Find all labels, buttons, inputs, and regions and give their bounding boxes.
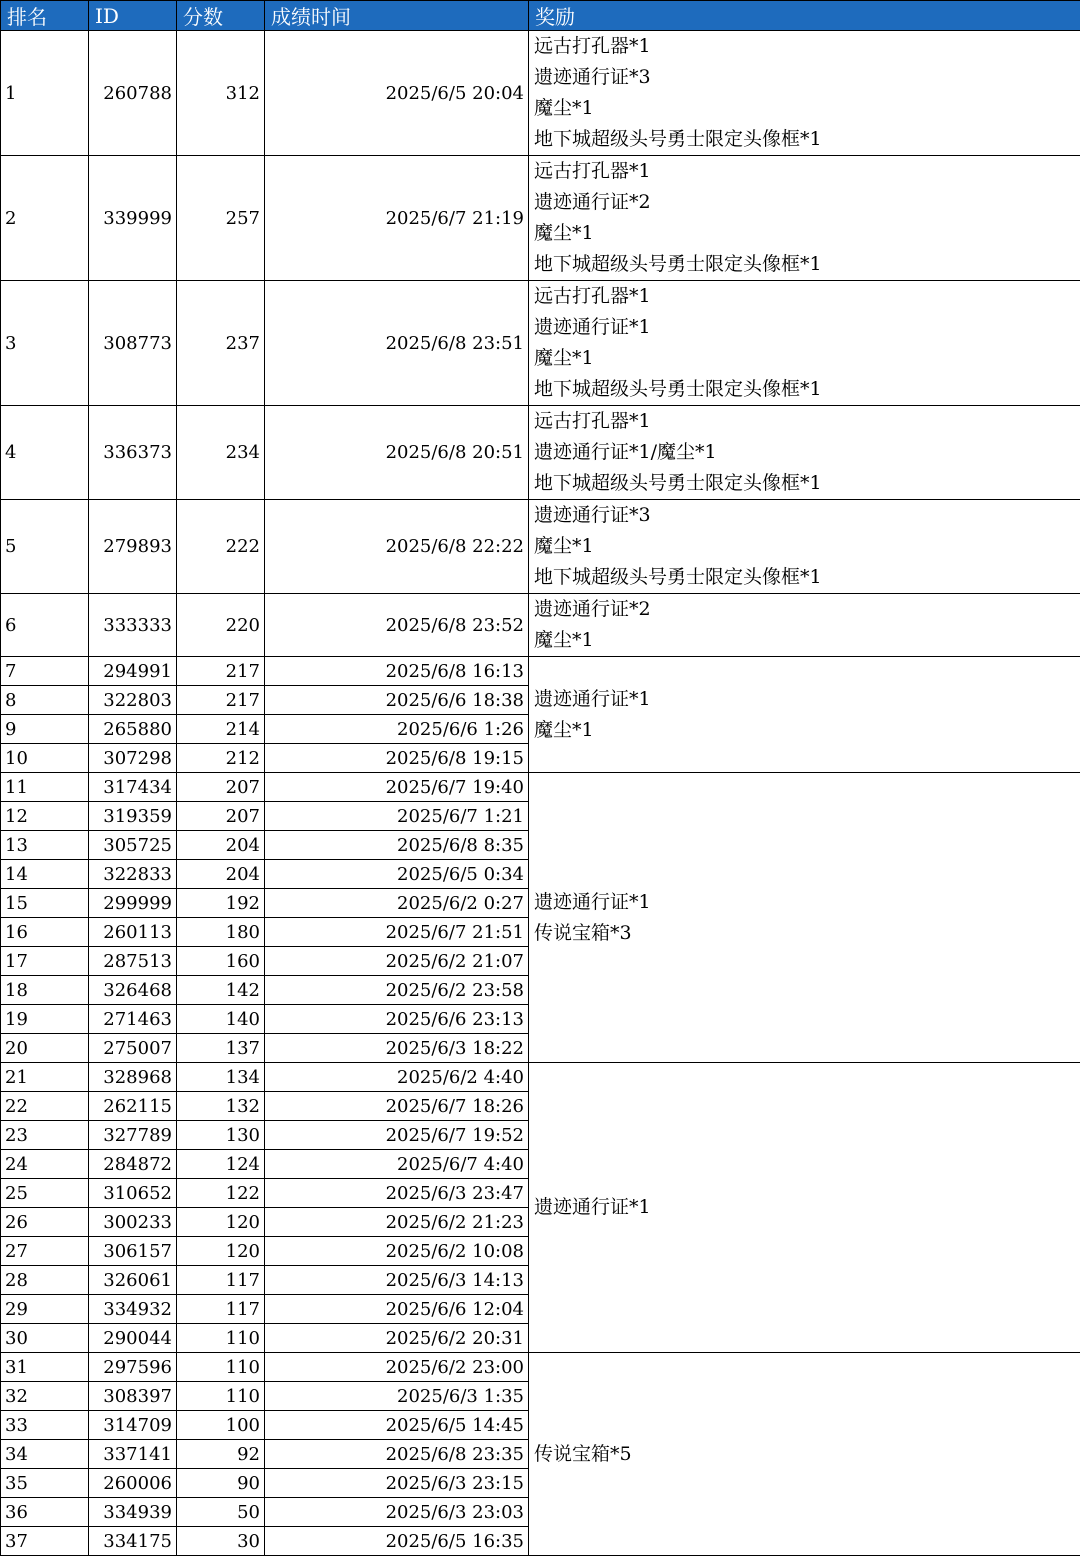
reward-cell — [529, 657, 1080, 773]
score-cell: 50 — [177, 1498, 265, 1527]
time-cell: 2025/6/2 4:40 — [265, 1063, 529, 1092]
rank-cell: 9 — [1, 715, 89, 744]
id-cell: 275007 — [89, 1034, 177, 1063]
table-body — [1, 31, 1080, 1556]
score-cell: 137 — [177, 1034, 265, 1063]
rank-cell: 37 — [1, 1527, 89, 1556]
rank-cell: 18 — [1, 976, 89, 1005]
rank-cell: 1 — [1, 31, 89, 156]
rank-cell: 14 — [1, 860, 89, 889]
rank-cell: 24 — [1, 1150, 89, 1179]
score-cell: 90 — [177, 1469, 265, 1498]
id-cell: 319359 — [89, 802, 177, 831]
id-cell: 322803 — [89, 686, 177, 715]
rank-cell: 32 — [1, 1382, 89, 1411]
score-cell: 222 — [177, 500, 265, 594]
time-cell: 2025/6/8 8:35 — [265, 831, 529, 860]
table-row — [1, 1063, 1080, 1092]
id-cell: 334939 — [89, 1498, 177, 1527]
rank-cell: 22 — [1, 1092, 89, 1121]
time-cell: 2025/6/6 1:26 — [265, 715, 529, 744]
reward-line: 遗迹通行证*2 — [534, 191, 651, 213]
score-cell: 110 — [177, 1353, 265, 1382]
reward-cell — [529, 1063, 1080, 1353]
reward-cell — [529, 594, 1080, 657]
score-cell: 217 — [177, 657, 265, 686]
score-cell: 100 — [177, 1411, 265, 1440]
reward-line: 地下城超级头号勇士限定头像框*1 — [534, 378, 822, 400]
rank-cell: 21 — [1, 1063, 89, 1092]
id-cell: 290044 — [89, 1324, 177, 1353]
reward-line: 遗迹通行证*1 — [534, 890, 651, 913]
id-cell: 294991 — [89, 657, 177, 686]
rank-cell: 29 — [1, 1295, 89, 1324]
id-cell: 334175 — [89, 1527, 177, 1556]
reward-line: 远古打孔器*1 — [534, 35, 651, 57]
id-cell: 310652 — [89, 1179, 177, 1208]
id-cell: 327789 — [89, 1121, 177, 1150]
id-cell: 260113 — [89, 918, 177, 947]
header-rank: 排名 — [1, 1, 89, 31]
score-cell: 122 — [177, 1179, 265, 1208]
reward-line: 遗迹通行证*3 — [534, 504, 651, 526]
rank-cell: 2 — [1, 156, 89, 281]
id-cell: 326061 — [89, 1266, 177, 1295]
id-cell: 287513 — [89, 947, 177, 976]
score-cell: 217 — [177, 686, 265, 715]
reward-line: 地下城超级头号勇士限定头像框*1 — [534, 566, 822, 588]
score-cell: 160 — [177, 947, 265, 976]
table-row — [1, 31, 1080, 156]
rank-cell: 13 — [1, 831, 89, 860]
id-cell: 260788 — [89, 31, 177, 156]
rank-cell: 10 — [1, 744, 89, 773]
time-cell: 2025/6/6 23:13 — [265, 1005, 529, 1034]
reward-line: 遗迹通行证*1 — [534, 1196, 651, 1218]
rank-cell: 17 — [1, 947, 89, 976]
id-cell: 299999 — [89, 889, 177, 918]
score-cell: 110 — [177, 1324, 265, 1353]
reward-line: 魔尘*1 — [534, 629, 594, 651]
time-cell: 2025/6/2 21:07 — [265, 947, 529, 976]
reward-line: 传说宝箱*3 — [534, 921, 632, 944]
reward-cell — [529, 1353, 1080, 1556]
reward-line: 魔尘*1 — [534, 97, 594, 119]
rank-cell: 28 — [1, 1266, 89, 1295]
rank-cell: 11 — [1, 773, 89, 802]
time-cell: 2025/6/7 1:21 — [265, 802, 529, 831]
rank-cell: 33 — [1, 1411, 89, 1440]
reward-line: 遗迹通行证*1/魔尘*1 — [534, 441, 717, 463]
id-cell: 271463 — [89, 1005, 177, 1034]
table-row — [1, 156, 1080, 281]
rank-cell: 23 — [1, 1121, 89, 1150]
reward-line: 魔尘*1 — [534, 718, 594, 741]
header-id: ID — [89, 1, 177, 31]
header-score: 分数 — [177, 1, 265, 31]
time-cell: 2025/6/2 10:08 — [265, 1237, 529, 1266]
time-cell: 2025/6/7 19:40 — [265, 773, 529, 802]
reward-line: 遗迹通行证*2 — [534, 598, 651, 620]
reward-line: 遗迹通行证*1 — [534, 687, 651, 710]
reward-cell — [529, 500, 1080, 594]
time-cell: 2025/6/2 0:27 — [265, 889, 529, 918]
id-cell: 306157 — [89, 1237, 177, 1266]
rank-cell: 15 — [1, 889, 89, 918]
id-cell: 262115 — [89, 1092, 177, 1121]
time-cell: 2025/6/7 4:40 — [265, 1150, 529, 1179]
time-cell: 2025/6/3 23:15 — [265, 1469, 529, 1498]
id-cell: 308773 — [89, 281, 177, 406]
score-cell: 180 — [177, 918, 265, 947]
time-cell: 2025/6/7 21:51 — [265, 918, 529, 947]
score-cell: 312 — [177, 31, 265, 156]
time-cell: 2025/6/7 21:19 — [265, 156, 529, 281]
score-cell: 117 — [177, 1266, 265, 1295]
reward-line: 魔尘*1 — [534, 222, 594, 244]
score-cell: 257 — [177, 156, 265, 281]
time-cell: 2025/6/8 19:15 — [265, 744, 529, 773]
score-cell: 204 — [177, 860, 265, 889]
rank-cell: 12 — [1, 802, 89, 831]
rank-cell: 27 — [1, 1237, 89, 1266]
reward-line: 魔尘*1 — [534, 535, 594, 557]
score-cell: 207 — [177, 773, 265, 802]
score-cell: 237 — [177, 281, 265, 406]
rank-cell: 36 — [1, 1498, 89, 1527]
id-cell: 314709 — [89, 1411, 177, 1440]
table-row — [1, 657, 1080, 686]
rank-cell: 5 — [1, 500, 89, 594]
time-cell: 2025/6/5 20:04 — [265, 31, 529, 156]
score-cell: 220 — [177, 594, 265, 657]
time-cell: 2025/6/2 20:31 — [265, 1324, 529, 1353]
id-cell: 279893 — [89, 500, 177, 594]
score-cell: 142 — [177, 976, 265, 1005]
id-cell: 308397 — [89, 1382, 177, 1411]
score-cell: 110 — [177, 1382, 265, 1411]
time-cell: 2025/6/5 0:34 — [265, 860, 529, 889]
id-cell: 300233 — [89, 1208, 177, 1237]
rank-cell: 4 — [1, 406, 89, 500]
score-cell: 124 — [177, 1150, 265, 1179]
id-cell: 339999 — [89, 156, 177, 281]
id-cell: 328968 — [89, 1063, 177, 1092]
id-cell: 322833 — [89, 860, 177, 889]
reward-line: 遗迹通行证*1 — [534, 316, 651, 338]
rank-cell: 35 — [1, 1469, 89, 1498]
reward-line: 地下城超级头号勇士限定头像框*1 — [534, 128, 822, 150]
reward-line: 远古打孔器*1 — [534, 285, 651, 307]
time-cell: 2025/6/7 19:52 — [265, 1121, 529, 1150]
rank-cell: 3 — [1, 281, 89, 406]
time-cell: 2025/6/6 18:38 — [265, 686, 529, 715]
time-cell: 2025/6/3 18:22 — [265, 1034, 529, 1063]
score-cell: 192 — [177, 889, 265, 918]
score-cell: 214 — [177, 715, 265, 744]
rank-cell: 19 — [1, 1005, 89, 1034]
reward-cell — [529, 281, 1080, 406]
time-cell: 2025/6/8 23:52 — [265, 594, 529, 657]
reward-cell — [529, 156, 1080, 281]
score-cell: 234 — [177, 406, 265, 500]
rank-cell: 7 — [1, 657, 89, 686]
reward-cell — [529, 406, 1080, 500]
rank-cell: 16 — [1, 918, 89, 947]
score-cell: 117 — [177, 1295, 265, 1324]
id-cell: 305725 — [89, 831, 177, 860]
score-cell: 30 — [177, 1527, 265, 1556]
score-cell: 120 — [177, 1237, 265, 1266]
reward-line: 远古打孔器*1 — [534, 160, 651, 182]
table-row — [1, 406, 1080, 500]
table-row — [1, 500, 1080, 594]
reward-line: 地下城超级头号勇士限定头像框*1 — [534, 253, 822, 275]
time-cell: 2025/6/3 23:03 — [265, 1498, 529, 1527]
id-cell: 297596 — [89, 1353, 177, 1382]
table-row — [1, 281, 1080, 406]
score-cell: 134 — [177, 1063, 265, 1092]
time-cell: 2025/6/3 23:47 — [265, 1179, 529, 1208]
id-cell: 317434 — [89, 773, 177, 802]
reward-line: 地下城超级头号勇士限定头像框*1 — [534, 472, 822, 494]
reward-line: 远古打孔器*1 — [534, 410, 651, 432]
reward-cell — [529, 773, 1080, 1063]
id-cell: 326468 — [89, 976, 177, 1005]
time-cell: 2025/6/6 12:04 — [265, 1295, 529, 1324]
rank-cell: 25 — [1, 1179, 89, 1208]
time-cell: 2025/6/7 18:26 — [265, 1092, 529, 1121]
score-cell: 92 — [177, 1440, 265, 1469]
header-reward: 奖励 — [529, 1, 1080, 31]
score-cell: 132 — [177, 1092, 265, 1121]
score-cell: 140 — [177, 1005, 265, 1034]
table-row — [1, 1353, 1080, 1382]
id-cell: 265880 — [89, 715, 177, 744]
time-cell: 2025/6/8 23:35 — [265, 1440, 529, 1469]
id-cell: 336373 — [89, 406, 177, 500]
score-cell: 207 — [177, 802, 265, 831]
rank-cell: 26 — [1, 1208, 89, 1237]
id-cell: 334932 — [89, 1295, 177, 1324]
table-row — [1, 773, 1080, 802]
time-cell: 2025/6/8 22:22 — [265, 500, 529, 594]
score-cell: 130 — [177, 1121, 265, 1150]
id-cell: 307298 — [89, 744, 177, 773]
time-cell: 2025/6/3 1:35 — [265, 1382, 529, 1411]
rank-cell: 6 — [1, 594, 89, 657]
rank-cell: 31 — [1, 1353, 89, 1382]
time-cell: 2025/6/8 20:51 — [265, 406, 529, 500]
rank-cell: 8 — [1, 686, 89, 715]
id-cell: 337141 — [89, 1440, 177, 1469]
rank-cell: 34 — [1, 1440, 89, 1469]
score-cell: 120 — [177, 1208, 265, 1237]
id-cell: 284872 — [89, 1150, 177, 1179]
time-cell: 2025/6/8 23:51 — [265, 281, 529, 406]
score-cell: 204 — [177, 831, 265, 860]
table-row — [1, 594, 1080, 657]
rank-cell: 20 — [1, 1034, 89, 1063]
time-cell: 2025/6/5 16:35 — [265, 1527, 529, 1556]
score-cell: 212 — [177, 744, 265, 773]
reward-line: 遗迹通行证*3 — [534, 66, 651, 88]
header-row — [1, 1, 1080, 31]
time-cell: 2025/6/2 23:00 — [265, 1353, 529, 1382]
id-cell: 333333 — [89, 594, 177, 657]
header-time: 成绩时间 — [265, 1, 529, 31]
time-cell: 2025/6/8 16:13 — [265, 657, 529, 686]
time-cell: 2025/6/2 21:23 — [265, 1208, 529, 1237]
time-cell: 2025/6/5 14:45 — [265, 1411, 529, 1440]
reward-line: 魔尘*1 — [534, 347, 594, 369]
time-cell: 2025/6/2 23:58 — [265, 976, 529, 1005]
time-cell: 2025/6/3 14:13 — [265, 1266, 529, 1295]
id-cell: 260006 — [89, 1469, 177, 1498]
reward-line: 传说宝箱*5 — [534, 1442, 632, 1465]
rank-cell: 30 — [1, 1324, 89, 1353]
reward-cell — [529, 31, 1080, 156]
